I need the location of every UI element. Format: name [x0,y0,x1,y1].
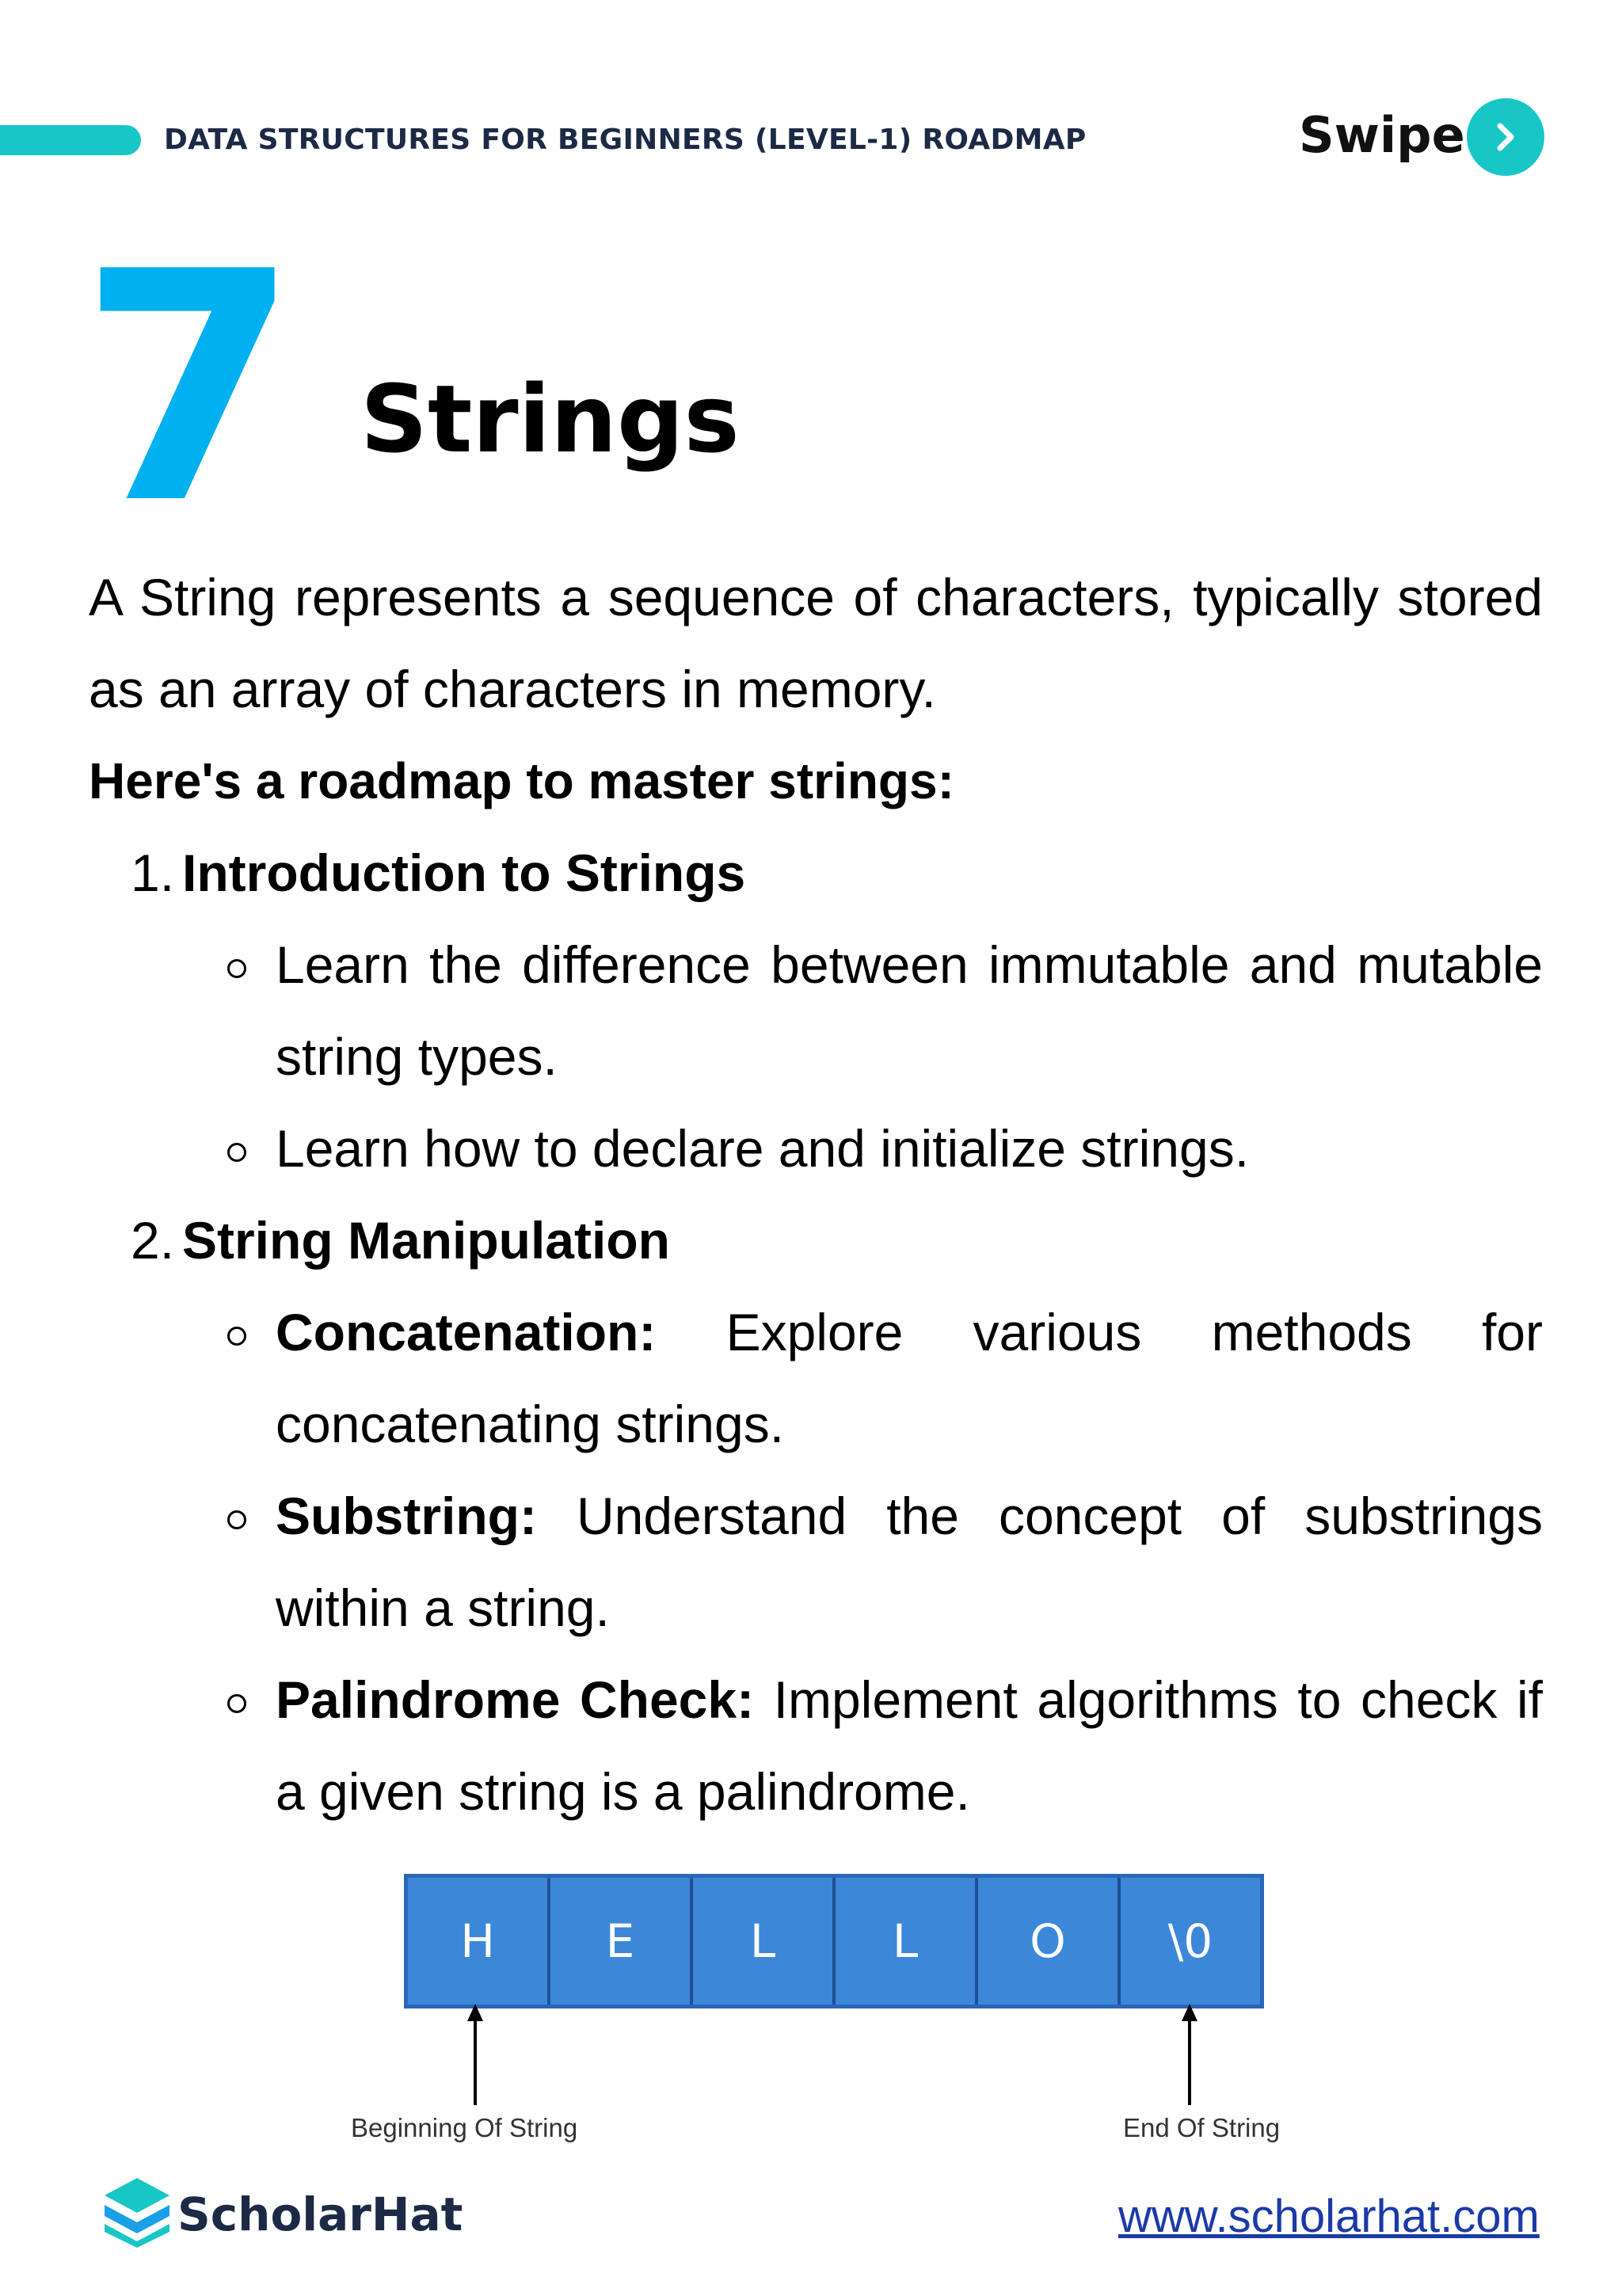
header-title: DATA STRUCTURES FOR BEGINNERS (LEVEL-1) ROADMAP [164,124,1087,156]
item-number: 2. [131,1211,175,1270]
bullet-icon [227,1327,246,1346]
scholarhat-logo-icon [103,2175,171,2248]
list-item-point [276,1470,1543,1654]
string-cell: O [975,1878,1118,2005]
website-link[interactable]: www.scholarhat.com [1118,2191,1540,2242]
string-cell: \0 [1118,1878,1260,2005]
point-text: Understand the concept of substrings within a string. [276,1487,1543,1637]
point-text: Explore various methods for concatenating strings. [276,1303,1543,1453]
section-number: 7 [79,205,300,573]
end-arrow-icon [1178,2004,1201,2107]
header-accent-bar [0,125,141,155]
bullet-icon [227,1143,246,1162]
list-item-point [276,1654,1543,1837]
list-item-point [276,1102,1543,1194]
begin-label: Beginning Of String [351,2113,578,2142]
list-item [131,1194,670,1286]
string-array-diagram [404,1874,1264,2009]
point-text: Learn how to declare and initialize strings. [276,1119,1250,1178]
point-label: Concatenation: [276,1303,657,1361]
roadmap-heading: Here's a roadmap to master strings: [89,752,954,809]
intro-paragraph: A String represents a sequence of characters, typically stored as an array of characters in memory. [89,568,1543,718]
string-cell: L [832,1878,975,2005]
bullet-icon [227,959,246,978]
brand-name: ScholarHat [177,2187,463,2241]
end-label: End Of String [1123,2113,1281,2142]
point-text: Learn the difference between immutable and mutable string types. [276,935,1543,1086]
item-title: String Manipulation [182,1211,670,1270]
item-title: Introduction to Strings [182,843,746,902]
section-title: Strings [360,364,740,474]
swipe-button[interactable] [1467,98,1544,176]
swipe-label[interactable]: Swipe [1299,106,1465,164]
begin-arrow-icon [463,2004,487,2107]
bullet-icon [227,1694,246,1713]
string-cell: E [547,1878,690,2005]
string-cell: H [460,1914,495,1968]
item-number: 1. [131,843,175,902]
list-item-point [276,1286,1543,1470]
list-item [131,827,745,919]
point-label: Palindrome Check: [276,1670,755,1729]
string-cell: L [690,1878,832,2005]
list-item-point [276,919,1543,1102]
point-label: Substring: [276,1487,537,1545]
point-text: Implement algorithms to check if a given string is a palindrome. [276,1670,1543,1821]
chevron-right-icon [1488,120,1523,154]
bullet-icon [227,1510,246,1529]
